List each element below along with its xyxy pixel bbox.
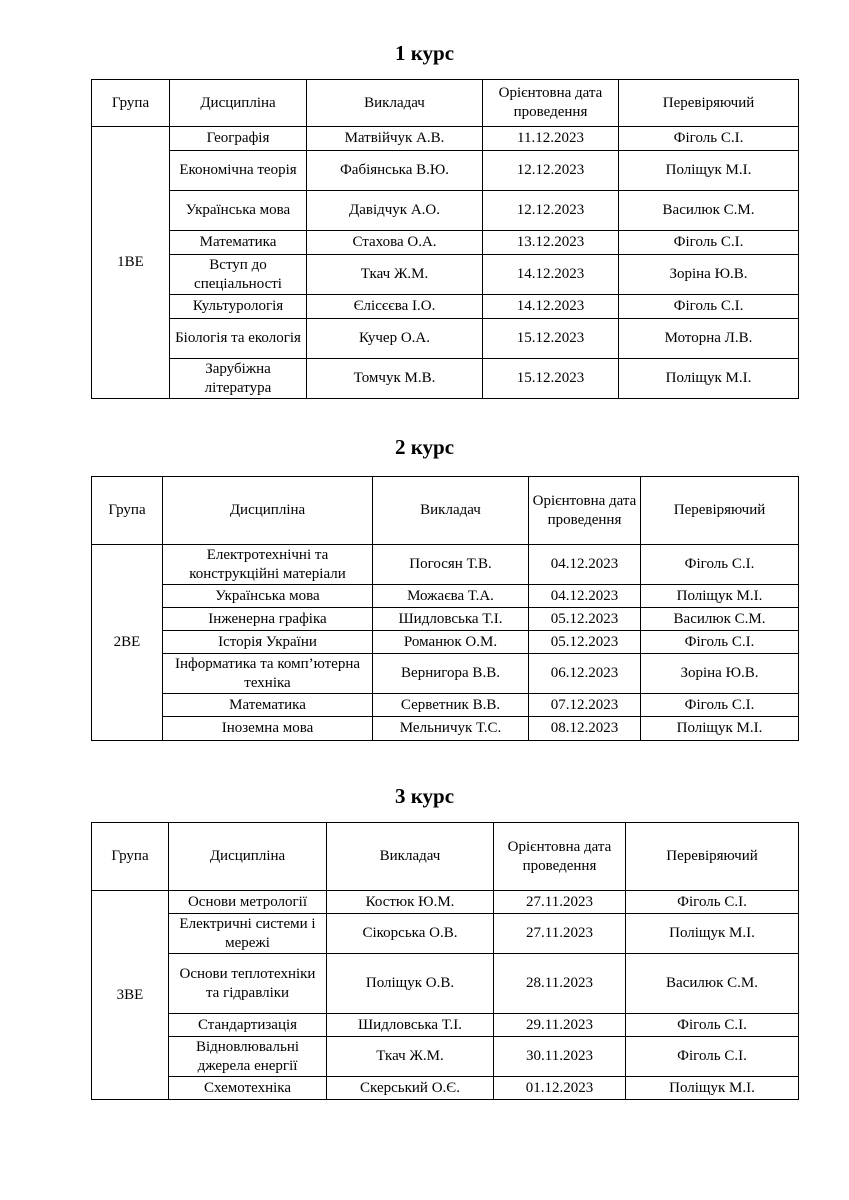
discipline-cell: Основи теплотехніки та гідравліки [169, 954, 327, 1014]
table-row [92, 1077, 799, 1100]
date-cell: 12.12.2023 [483, 151, 619, 191]
checker-cell: Поліщук М.І. [626, 914, 799, 954]
header-discipline: Дисципліна [169, 823, 327, 891]
table-row [92, 717, 799, 741]
course-3-title: 3 курс [394, 784, 455, 808]
date-cell: 05.12.2023 [529, 631, 641, 654]
teacher-cell: Фабіянська В.Ю. [307, 151, 483, 191]
discipline-cell: Економічна теорія [170, 151, 307, 191]
header-checker: Перевіряючий [619, 80, 799, 127]
checker-cell: Поліщук М.І. [619, 151, 799, 191]
header-group: Група [92, 477, 163, 545]
checker-cell: Фіголь С.І. [626, 891, 799, 914]
checker-cell: Зоріна Ю.В. [641, 654, 799, 694]
discipline-cell: Українська мова [170, 191, 307, 231]
discipline-cell: Електротехнічні та конструкційні матеріали [163, 545, 373, 585]
date-cell: 01.12.2023 [494, 1077, 626, 1100]
teacher-cell: Серветник В.В. [373, 694, 529, 717]
checker-cell: Моторна Л.В. [619, 319, 799, 359]
date-cell: 27.11.2023 [494, 891, 626, 914]
header-date: Орієнтовна дата проведення [483, 80, 619, 127]
checker-cell: Василюк С.М. [641, 608, 799, 631]
table-row [92, 255, 799, 295]
discipline-cell: Іноземна мова [163, 717, 373, 741]
teacher-cell: Давідчук А.О. [307, 191, 483, 231]
checker-cell: Василюк С.М. [619, 191, 799, 231]
table-row [92, 319, 799, 359]
checker-cell: Фіголь С.І. [626, 1014, 799, 1037]
header-row [92, 477, 799, 545]
teacher-cell: Шидловська Т.І. [373, 608, 529, 631]
date-cell: 15.12.2023 [483, 359, 619, 399]
table-row [92, 151, 799, 191]
header-teacher: Викладач [327, 823, 494, 891]
teacher-cell: Ткач Ж.М. [307, 255, 483, 295]
table-row [92, 608, 799, 631]
date-cell: 14.12.2023 [483, 295, 619, 319]
date-cell: 06.12.2023 [529, 654, 641, 694]
header-checker: Перевіряючий [626, 823, 799, 891]
header-row [92, 823, 799, 891]
checker-cell: Фіголь С.І. [626, 1037, 799, 1077]
course-1-title: 1 курс [394, 41, 455, 65]
table-row [92, 191, 799, 231]
teacher-cell: Мельничук Т.С. [373, 717, 529, 741]
teacher-cell: Матвійчук А.В. [307, 127, 483, 151]
teacher-cell: Ткач Ж.М. [327, 1037, 494, 1077]
table-row [92, 694, 799, 717]
discipline-cell: Схемотехніка [169, 1077, 327, 1100]
date-cell: 28.11.2023 [494, 954, 626, 1014]
discipline-cell: Основи метрології [169, 891, 327, 914]
table-row [92, 127, 799, 151]
header-discipline: Дисципліна [170, 80, 307, 127]
teacher-cell: Поліщук О.В. [327, 954, 494, 1014]
date-cell: 05.12.2023 [529, 608, 641, 631]
teacher-cell: Кучер О.А. [307, 319, 483, 359]
date-cell: 04.12.2023 [529, 585, 641, 608]
date-cell: 30.11.2023 [494, 1037, 626, 1077]
date-cell: 11.12.2023 [483, 127, 619, 151]
date-cell: 15.12.2023 [483, 319, 619, 359]
discipline-cell: Культурологія [170, 295, 307, 319]
header-group: Група [92, 823, 169, 891]
discipline-cell: Біологія та екологія [170, 319, 307, 359]
checker-cell: Поліщук М.І. [641, 717, 799, 741]
course-1-table [91, 79, 799, 399]
date-cell: 04.12.2023 [529, 545, 641, 585]
header-checker: Перевіряючий [641, 477, 799, 545]
checker-cell: Поліщук М.І. [626, 1077, 799, 1100]
date-cell: 07.12.2023 [529, 694, 641, 717]
table-row [92, 231, 799, 255]
course-3-table [91, 822, 799, 1100]
group-cell: 2ВЕ [92, 545, 163, 741]
discipline-cell: Математика [170, 231, 307, 255]
header-row [92, 80, 799, 127]
teacher-cell: Вернигора В.В. [373, 654, 529, 694]
teacher-cell: Романюк О.М. [373, 631, 529, 654]
teacher-cell: Томчук М.В. [307, 359, 483, 399]
date-cell: 27.11.2023 [494, 914, 626, 954]
teacher-cell: Можаєва Т.А. [373, 585, 529, 608]
checker-cell: Поліщук М.І. [619, 359, 799, 399]
teacher-cell: Стахова О.А. [307, 231, 483, 255]
checker-cell: Фіголь С.І. [641, 631, 799, 654]
checker-cell: Фіголь С.І. [619, 295, 799, 319]
discipline-cell: Відновлювальні джерела енергії [169, 1037, 327, 1077]
checker-cell: Василюк С.М. [626, 954, 799, 1014]
date-cell: 08.12.2023 [529, 717, 641, 741]
date-cell: 14.12.2023 [483, 255, 619, 295]
date-cell: 12.12.2023 [483, 191, 619, 231]
checker-cell: Зоріна Ю.В. [619, 255, 799, 295]
table-row [92, 954, 799, 1014]
group-cell: 1ВЕ [92, 127, 170, 399]
checker-cell: Фіголь С.І. [641, 694, 799, 717]
table-row [92, 585, 799, 608]
discipline-cell: Географія [170, 127, 307, 151]
checker-cell: Фіголь С.І. [619, 231, 799, 255]
discipline-cell: Інженерна графіка [163, 608, 373, 631]
discipline-cell: Українська мова [163, 585, 373, 608]
header-group: Група [92, 80, 170, 127]
table-row [92, 631, 799, 654]
discipline-cell: Зарубіжна література [170, 359, 307, 399]
group-cell: 3ВЕ [92, 891, 169, 1100]
date-cell: 13.12.2023 [483, 231, 619, 255]
checker-cell: Фіголь С.І. [619, 127, 799, 151]
discipline-cell: Інформатика та комп’ютерна техніка [163, 654, 373, 694]
table-row [92, 891, 799, 914]
teacher-cell: Сікорська О.В. [327, 914, 494, 954]
date-cell: 29.11.2023 [494, 1014, 626, 1037]
table-row [92, 914, 799, 954]
teacher-cell: Погосян Т.В. [373, 545, 529, 585]
teacher-cell: Костюк Ю.М. [327, 891, 494, 914]
table-row [92, 359, 799, 399]
teacher-cell: Шидловська Т.І. [327, 1014, 494, 1037]
discipline-cell: Історія України [163, 631, 373, 654]
header-date: Орієнтовна дата проведення [494, 823, 626, 891]
header-discipline: Дисципліна [163, 477, 373, 545]
header-teacher: Викладач [373, 477, 529, 545]
teacher-cell: Єлісєєва І.О. [307, 295, 483, 319]
course-2-table [91, 476, 799, 741]
discipline-cell: Вступ до спеціальності [170, 255, 307, 295]
header-date: Орієнтовна дата проведення [529, 477, 641, 545]
discipline-cell: Електричні системи і мережі [169, 914, 327, 954]
discipline-cell: Математика [163, 694, 373, 717]
table-row [92, 1037, 799, 1077]
table-row [92, 545, 799, 585]
table-row [92, 295, 799, 319]
discipline-cell: Стандартизація [169, 1014, 327, 1037]
header-teacher: Викладач [307, 80, 483, 127]
course-2-title: 2 курс [394, 435, 455, 459]
checker-cell: Поліщук М.І. [641, 585, 799, 608]
table-row [92, 1014, 799, 1037]
checker-cell: Фіголь С.І. [641, 545, 799, 585]
table-row [92, 654, 799, 694]
teacher-cell: Скерський О.Є. [327, 1077, 494, 1100]
